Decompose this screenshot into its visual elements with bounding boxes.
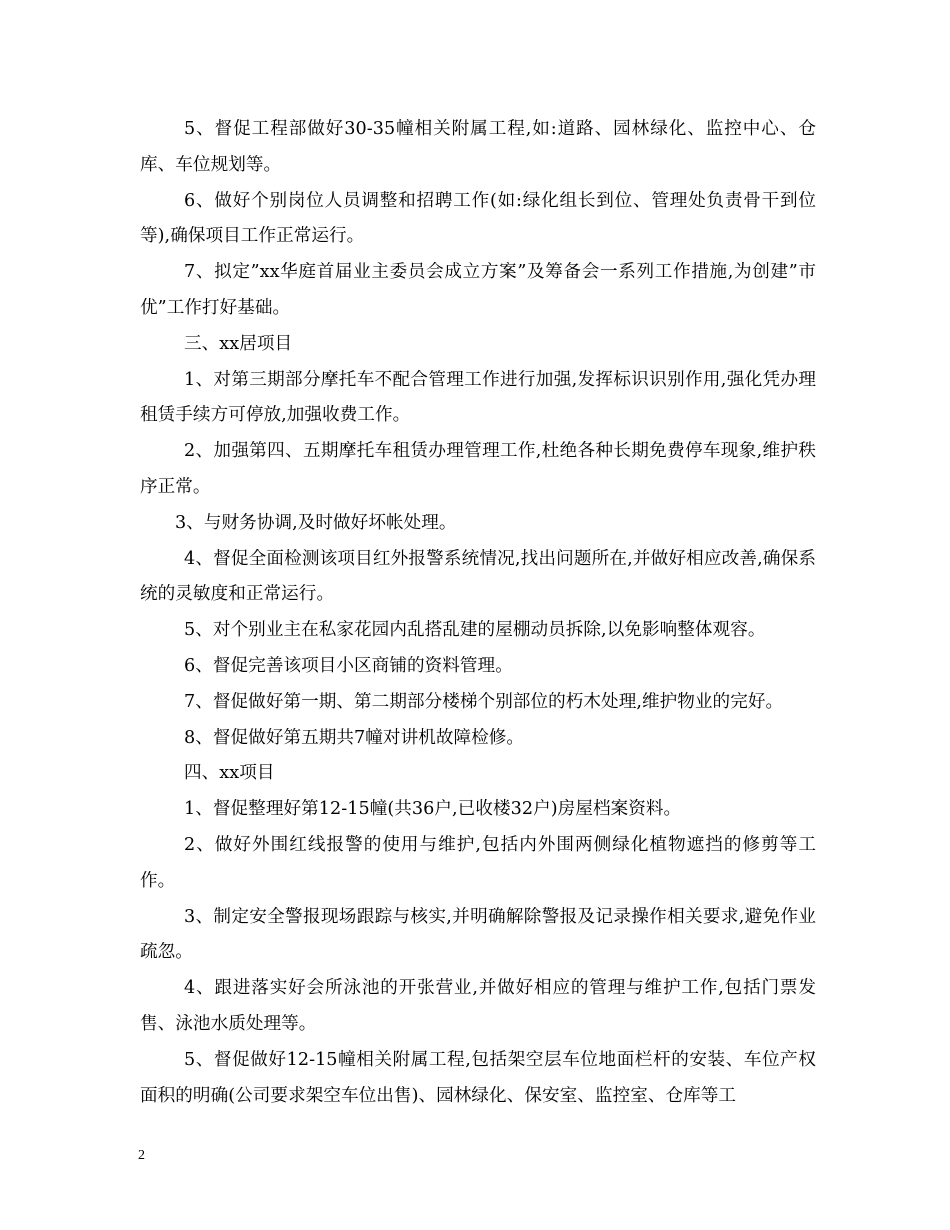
paragraph: 3、制定安全警报现场跟踪与核实,并明确解除警报及记录操作相关要求,避免作业疏忽。 (140, 906, 816, 963)
document-body (140, 112, 816, 1114)
paragraph: 2、做好外围红线报警的使用与维护,包括内外围两侧绿化植物遮挡的修剪等工作。 (140, 834, 816, 891)
paragraph: 5、督促工程部做好30-35幢相关附属工程,如:道路、园林绿化、监控中心、仓库、车位规划等。 (140, 119, 816, 175)
section-heading: 四、xx项目 (184, 763, 275, 784)
paragraph: 5、督促做好12-15幢相关附属工程,包括架空层车位地面栏杆的安装、车位产权面积的明确(公司要求架空车位出售)、园林绿化、保安室、监控室、仓库等工 (140, 1049, 816, 1106)
paragraph: 4、督促全面检测该项目红外报警系统情况,找出问题所在,并做好相应改善,确保系统的灵敏度和正常运行。 (140, 548, 816, 605)
paragraph: 6、做好个别岗位人员调整和招聘工作(如:绿化组长到位、管理处负责骨干到位等),确保项目工作正常运行。 (140, 190, 816, 247)
page-number: 2 (138, 1148, 145, 1163)
paragraph: 8、督促做好第五期共7幢对讲机故障检修。 (184, 727, 525, 748)
paragraph: 7、拟定”xx华庭首届业主委员会成立方案”及筹备会一系列工作措施,为创建”市优”工作打好基础。 (140, 262, 816, 318)
section-heading: 三、xx居项目 (184, 333, 293, 354)
paragraph: 5、对个别业主在私家花园内乱搭乱建的屋棚动员拆除,以免影响整体观容。 (184, 620, 766, 641)
paragraph: 2、加强第四、五期摩托车租赁办理管理工作,杜绝各种长期免费停车现象,维护秩序正常。 (140, 441, 816, 497)
paragraph: 3、与财务协调,及时做好坏帐处理。 (175, 512, 457, 533)
paragraph: 6、督促完善该项目小区商铺的资料管理。 (184, 655, 513, 676)
paragraph: 1、对第三期部分摩托车不配合管理工作进行加强,发挥标识识别作用,强化凭办理租赁手续方可停放,加强收费工作。 (140, 369, 816, 426)
paragraph: 7、督促做好第一期、第二期部分楼梯个别部位的朽木处理,维护物业的完好。 (184, 691, 784, 712)
paragraph: 4、跟进落实好会所泳池的开张营业,并做好相应的管理与维护工作,包括门票发售、泳池水质处理等。 (140, 978, 816, 1034)
paragraph: 1、督促整理好第12-15幢(共36户,已收楼32户)房屋档案资料。 (184, 799, 682, 820)
